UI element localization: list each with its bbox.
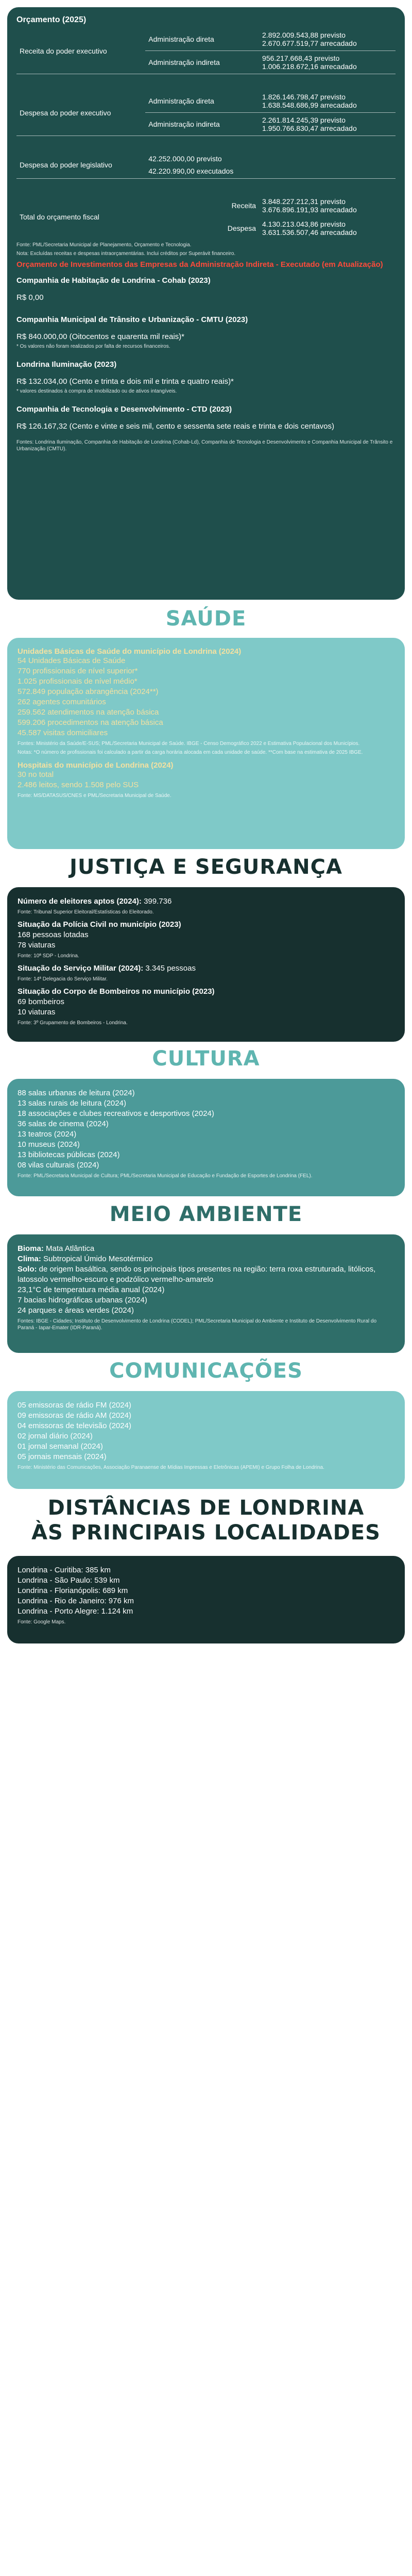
iluminacao-title: Londrina Iluminação (2023) bbox=[16, 360, 117, 369]
receita-indireta-previsto: 956.217.668,43 previsto bbox=[262, 54, 340, 62]
bombeiros-fonte: Fonte: 3º Grupamento de Bombeiros - Londrina. bbox=[18, 1020, 128, 1026]
total-despesa-previsto: 4.130.213.043,86 previsto bbox=[262, 220, 346, 228]
distancias-heading-2: ÀS PRINCIPAIS LOCALIDADES bbox=[31, 1521, 381, 1545]
ubs-line: 599.206 procedimentos na atenção básica bbox=[18, 718, 163, 727]
distancia-line: Londrina - Porto Alegre: 1.124 km bbox=[18, 1607, 133, 1616]
comunicacoes-line: 01 jornal semanal (2024) bbox=[18, 1442, 103, 1451]
meio-card bbox=[7, 1234, 405, 1353]
militar-fonte: Fonte: 14ª Delegacia do Serviço Militar. bbox=[18, 976, 108, 982]
militar-label: Situação do Serviço Militar (2024): bbox=[18, 964, 144, 973]
despesa-indireta-arrecadado: 1.950.766.830,47 arrecadado bbox=[262, 124, 357, 132]
ubs-line: 1.025 profissionais de nível médio* bbox=[18, 677, 138, 686]
policia-title: Situação da Polícia Civil no município (2023) bbox=[18, 920, 181, 929]
bioma-label: Bioma: bbox=[18, 1244, 44, 1253]
ctd-title: Companhia de Tecnologia e Desenvolvimento - CTD (2023) bbox=[16, 405, 232, 414]
solo-row bbox=[18, 1264, 394, 1285]
total-despesa-label: Despesa bbox=[227, 224, 256, 232]
comunicacoes-card bbox=[7, 1391, 405, 1489]
investimentos-title: Orçamento de Investimentos das Empresas da Administração Indireta - Executado (em Atualização) bbox=[16, 260, 383, 269]
distancia-line: Londrina - Curitiba: 385 km bbox=[18, 1566, 111, 1574]
comunicacoes-line: 05 emissoras de rádio FM (2024) bbox=[18, 1401, 131, 1410]
receita-indireta-arrecadado: 1.006.218.672,16 arrecadado bbox=[262, 62, 357, 71]
cultura-line: 36 salas de cinema (2024) bbox=[18, 1120, 109, 1128]
receita-direta-arrecadado: 2.670.677.519,77 arrecadado bbox=[262, 39, 357, 47]
ctd-value: R$ 126.167,32 (Cento e vinte e seis mil, cento e sessenta sete reais e trinta e dois centavos) bbox=[16, 422, 335, 431]
comunicacoes-line: 09 emissoras de rádio AM (2024) bbox=[18, 1411, 131, 1420]
eleitores-row bbox=[18, 896, 394, 907]
policia-line: 168 pessoas lotadas bbox=[18, 930, 89, 939]
iluminacao-value: R$ 132.034,00 (Cento e trinta e dois mil e trinta e quatro reais)* bbox=[16, 377, 234, 386]
orcamento-table bbox=[16, 28, 396, 240]
distancia-line: Londrina - São Paulo: 539 km bbox=[18, 1576, 120, 1585]
ubs-title: Unidades Básicas de Saúde do município de Londrina (2024) bbox=[18, 647, 242, 656]
eleitores-value: 399.736 bbox=[144, 897, 172, 906]
clima-value: Subtropical Úmido Mesotérmico bbox=[43, 1255, 153, 1263]
distancia-line: Londrina - Rio de Janeiro: 976 km bbox=[18, 1597, 134, 1605]
ubs-line: 262 agentes comunitários bbox=[18, 698, 106, 706]
cultura-line: 13 teatros (2024) bbox=[18, 1130, 77, 1139]
cmtu-value: R$ 840.000,00 (Oitocentos e quarenta mil reais)* bbox=[16, 332, 185, 341]
receita-executivo-label: Receita do poder executivo bbox=[20, 46, 107, 55]
cultura-line: 13 salas rurais de leitura (2024) bbox=[18, 1099, 126, 1108]
orcamento-title: Orçamento (2025) bbox=[16, 15, 87, 24]
despesa-indireta-label: Administração indireta bbox=[145, 113, 259, 136]
ubs-line: 572.849 população abrangência (2024**) bbox=[18, 687, 159, 696]
cultura-line: 13 bibliotecas públicas (2024) bbox=[18, 1150, 120, 1159]
ubs-line: 259.562 atendimentos na atenção básica bbox=[18, 708, 159, 717]
comunicacoes-heading: COMUNICAÇÕES bbox=[109, 1359, 303, 1383]
solo-value: de origem basáltica, sendo os principais tipos presentes na região: terra roxa estruturada, litólicos, latossolo vermelho-escuro e podzólico vermelho-amarelo bbox=[18, 1265, 376, 1284]
despesa-indireta-previsto: 2.261.814.245,39 previsto bbox=[262, 116, 346, 124]
comunicacoes-line: 05 jornais mensais (2024) bbox=[18, 1452, 107, 1461]
bombeiros-title: Situação do Corpo de Bombeiros no município (2023) bbox=[18, 987, 215, 996]
hospitais-line: 30 no total bbox=[18, 770, 54, 779]
ubs-list bbox=[18, 656, 394, 738]
justica-card bbox=[7, 887, 405, 1042]
hospitais-line: 2.486 leitos, sendo 1.508 pelo SUS bbox=[18, 781, 139, 789]
saude-fonte-1: Fontes: Ministério da Saúde/E-SUS; PML/Secretaria Municipal de Saúde. IBGE - Censo Demográfico 2022 e Estimativa Populacional dos Municípios. bbox=[18, 741, 360, 747]
comunicacoes-line: 04 emissoras de televisão (2024) bbox=[18, 1421, 131, 1430]
policia-line: 78 viaturas bbox=[18, 941, 56, 950]
despesa-direta-arrecadado: 1.638.548.686,99 arrecadado bbox=[262, 101, 357, 109]
legislativo-executado: 42.220.990,00 executados bbox=[148, 167, 234, 175]
cultura-line: 10 museus (2024) bbox=[18, 1140, 80, 1149]
orcamento-fonte-2: Fontes: Londrina Iluminação, Companhia de Habitação de Londrina (Cohab-Ld), Companhia de Tecnologia e Desenvolvimento e Companhia Municipal de Trânsito e Urbanização (CMTU). bbox=[16, 439, 393, 452]
cohab-value: R$ 0,00 bbox=[16, 293, 44, 302]
clima-row bbox=[18, 1254, 394, 1264]
iluminacao-note: * valores destinados à compra de imobilizado ou de ativos intangíveis. bbox=[16, 388, 177, 394]
distancias-card bbox=[7, 1556, 405, 1643]
cultura-fonte: Fonte: PML/Secretaria Municipal de Cultura; PML/Secretaria Municipal de Educação e Fundação de Esportes de Londrina (FEL). bbox=[18, 1173, 313, 1179]
orcamento-nota: Nota: Excluídas receitas e despesas intraorçamentárias. Inclui créditos por Superávit financeiro. bbox=[16, 251, 236, 257]
bombeiros-line: 69 bombeiros bbox=[18, 997, 64, 1006]
saude-card bbox=[7, 638, 405, 849]
comunicacoes-line: 02 jornal diário (2024) bbox=[18, 1432, 93, 1440]
bioma-row bbox=[18, 1244, 394, 1254]
meio-line: 7 bacias hidrográficas urbanas (2024) bbox=[18, 1296, 147, 1304]
justica-heading: JUSTIÇA E SEGURANÇA bbox=[70, 855, 342, 879]
total-label: Total do orçamento fiscal bbox=[20, 213, 99, 221]
legislativo-previsto: 42.252.000,00 previsto bbox=[148, 155, 222, 163]
cultura-card bbox=[7, 1079, 405, 1196]
cmtu-note: * Os valores não foram realizados por falta de recursos financeiros. bbox=[16, 344, 170, 349]
eleitores-label: Número de eleitores aptos (2024): bbox=[18, 897, 142, 906]
orcamento-fonte: Fonte: PML/Secretaria Municipal de Planejamento, Orçamento e Tecnologia. bbox=[16, 242, 192, 248]
meio-line: 23,1°C de temperatura média anual (2024) bbox=[18, 1285, 165, 1294]
despesa-executivo-label: Despesa do poder executivo bbox=[20, 108, 111, 117]
cultura-line: 88 salas urbanas de leitura (2024) bbox=[18, 1089, 135, 1097]
saude-fonte-2: Fonte: MS/DATASUS/CNES e PML/Secretaria Municipal de Saúde. bbox=[18, 793, 171, 799]
saude-heading: SAÚDE bbox=[165, 607, 247, 631]
saude-nota-1: Notas: *O número de profissionais foi calculado a partir da carga horária alocada em cada unidade de saúde. **Com base na estimativa de 2025 IBGE. bbox=[18, 750, 363, 755]
cultura-line: 08 vilas culturais (2024) bbox=[18, 1161, 99, 1170]
despesa-direta-label: Administração direta bbox=[148, 97, 214, 105]
militar-value: 3.345 pessoas bbox=[145, 964, 196, 973]
distancias-heading-1: DISTÂNCIAS DE LONDRINA bbox=[47, 1496, 365, 1520]
total-despesa-arrecadado: 3.631.536.507,46 arrecadado bbox=[262, 228, 357, 236]
distancia-line: Londrina - Florianópolis: 689 km bbox=[18, 1586, 128, 1595]
militar-row bbox=[18, 963, 394, 974]
cultura-heading: CULTURA bbox=[152, 1047, 260, 1071]
total-receita-arrecadado: 3.676.896.191,93 arrecadado bbox=[262, 206, 357, 214]
meio-fonte: Fontes: IBGE - Cidades; Instituto de Desenvolvimento de Londrina (CODEL); PML/Secretaria Municipal do Ambiente e Instituto de Desenvolvimento Rural do Paraná - Iapar-Emater (IDR-Paraná). bbox=[18, 1318, 377, 1331]
policia-fonte: Fonte: 10ª SDP - Londrina. bbox=[18, 953, 79, 959]
meio-line: 24 parques e áreas verdes (2024) bbox=[18, 1306, 134, 1315]
bioma-value: Mata Atlântica bbox=[46, 1244, 95, 1253]
receita-direta-previsto: 2.892.009.543,88 previsto bbox=[262, 31, 346, 39]
comunicacoes-fonte: Fonte: Ministério das Comunicações, Associação Paranaense de Mídias Impressas e Eletrônicas (APEMI) e Grupo Folha de Londrina. bbox=[18, 1465, 324, 1470]
cmtu-title: Companhia Municipal de Trânsito e Urbanização - CMTU (2023) bbox=[16, 315, 248, 324]
distancias-fonte: Fonte: Google Maps. bbox=[18, 1619, 66, 1625]
ubs-line: 770 profissionais de nível superior* bbox=[18, 667, 138, 675]
total-receita-previsto: 3.848.227.212,31 previsto bbox=[262, 197, 346, 206]
hospitais-title: Hospitais do município de Londrina (2024) bbox=[18, 761, 174, 770]
receita-indireta-label: Administração indireta bbox=[145, 51, 259, 74]
total-receita-label: Receita bbox=[231, 201, 256, 210]
ubs-line: 45.587 visitas domiciliares bbox=[18, 728, 108, 737]
bombeiros-line: 10 viaturas bbox=[18, 1008, 56, 1016]
cohab-title: Companhia de Habitação de Londrina - Cohab (2023) bbox=[16, 276, 211, 285]
receita-direta-label: Administração direta bbox=[148, 35, 214, 43]
eleitores-fonte: Fonte: Tribunal Superior Eleitoral/Estatísticas do Eleitorado. bbox=[18, 909, 154, 915]
despesa-direta-previsto: 1.826.146.798,47 previsto bbox=[262, 93, 346, 101]
cultura-line: 18 associações e clubes recreativos e desportivos (2024) bbox=[18, 1109, 214, 1118]
ubs-line: 54 Unidades Básicas de Saúde bbox=[18, 656, 126, 665]
legislativo-label: Despesa do poder legislativo bbox=[20, 161, 112, 169]
solo-label: Solo: bbox=[18, 1265, 37, 1274]
orcamento-card bbox=[7, 7, 405, 600]
meio-heading: MEIO AMBIENTE bbox=[109, 1202, 303, 1226]
clima-label: Clima: bbox=[18, 1255, 41, 1263]
